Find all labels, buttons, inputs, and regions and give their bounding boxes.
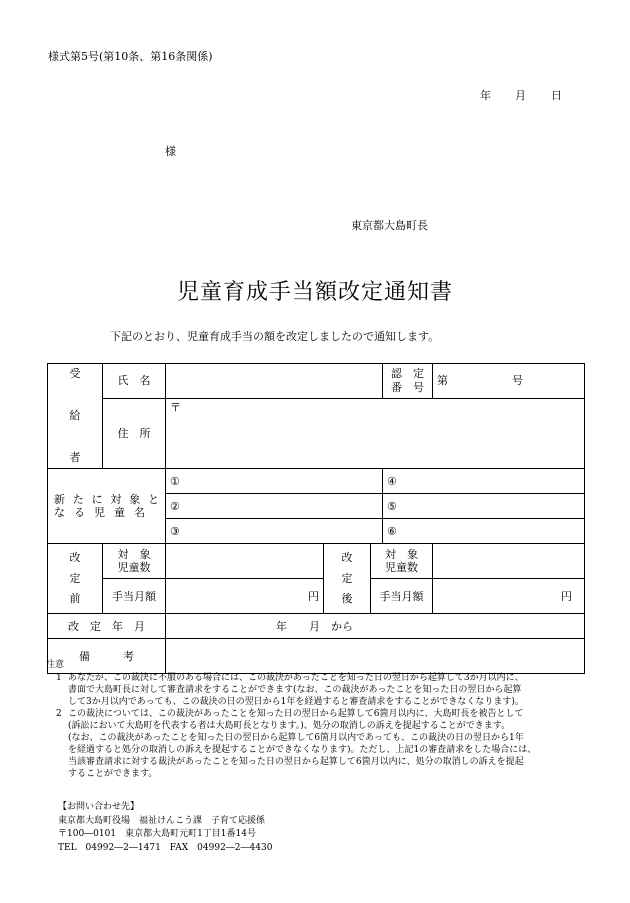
child-name-field-5[interactable]: ⑤ xyxy=(383,494,585,519)
addressee-suffix: 様 xyxy=(165,145,176,158)
notice-table xyxy=(47,363,585,674)
table-row xyxy=(48,614,585,639)
child-name-field-2[interactable]: ② xyxy=(166,494,383,519)
table-row xyxy=(48,469,585,494)
date-year: 年 xyxy=(480,89,491,102)
postal-mark: 〒 xyxy=(170,401,181,414)
address-label: 住 所 xyxy=(103,399,166,469)
issuer-name: 東京都大島町長 xyxy=(351,219,428,232)
child-name-field-6[interactable]: ⑥ xyxy=(383,519,585,544)
child-count-field-before[interactable] xyxy=(166,544,324,579)
contact-heading: 【お問い合わせ先】 xyxy=(58,802,140,812)
after-revision-label: 改 定 後 xyxy=(324,544,371,614)
contact-address: 〒100―0101 東京都大島町元町1丁目1番14号 xyxy=(58,829,256,839)
remarks-label: 備 考 xyxy=(48,639,166,674)
child-name-field-1[interactable]: ① xyxy=(166,469,383,494)
contact-section xyxy=(58,801,272,855)
intro-text: 下記のとおり、児童育成手当の額を改定しましたので通知します。 xyxy=(110,330,440,343)
note-item-1: 1 あなたが、この裁決に不服のある場合には、この裁決があったことを知った日の翌日から起算して3か月以内に、 書面で大島町長に対して審査請求をすることができます(なお、この裁決があったことを知った日の翌日から起算 して3か月以内であっても、この裁決の日の翌日から1年を経過すると審査請求をすることができなくなります)。 xyxy=(56,673,524,707)
child-count-label-before: 対 象 児童数 xyxy=(103,544,166,579)
monthly-amount-field-before[interactable]: 円 xyxy=(166,579,324,614)
monthly-amount-field-after[interactable]: 円 xyxy=(433,579,585,614)
name-label: 氏 名 xyxy=(103,364,166,399)
child-count-label-after: 対 象 児童数 xyxy=(371,544,433,579)
child-name-field-3[interactable]: ③ xyxy=(166,519,383,544)
table-row xyxy=(48,579,585,614)
contact-office: 東京都大島町役場 福祉けんこう課 子育て応援係 xyxy=(58,815,266,826)
certification-number-label: 認 定 番 号 xyxy=(383,364,433,399)
effective-month-label: 改 定 年 月 xyxy=(48,614,166,639)
date-day: 日 xyxy=(551,89,562,102)
table-row xyxy=(48,544,585,579)
notes-heading: 注意 xyxy=(46,660,65,670)
table-row xyxy=(48,364,585,399)
document-title: 児童育成手当額改定通知書 xyxy=(176,280,453,305)
table-row xyxy=(48,399,585,444)
before-revision-label: 改 定 前 xyxy=(48,544,103,614)
contact-phone: TEL 04992―2―1471 FAX 04992―2―4430 xyxy=(58,842,273,853)
certification-number-field[interactable]: 第 号 xyxy=(433,364,585,399)
notes-section xyxy=(46,659,591,780)
effective-month-field[interactable]: 年 月 から xyxy=(166,614,585,639)
address-field[interactable] xyxy=(166,399,585,469)
child-name-field-4[interactable]: ④ xyxy=(383,469,585,494)
recipient-label: 受 給 者 xyxy=(48,364,103,469)
child-count-field-after[interactable] xyxy=(433,544,585,579)
monthly-amount-label-before: 手当月額 xyxy=(103,579,166,614)
monthly-amount-label-after: 手当月額 xyxy=(371,579,433,614)
form-number: 様式第5号(第10条、第16条関係) xyxy=(48,50,213,63)
date-month: 月 xyxy=(515,89,526,102)
new-children-label: 新たに対象と なる児童名 xyxy=(48,469,166,544)
note-item-2: 2 この裁決については、この裁決があったことを知った日の翌日から起算して6箇月以内に、大島町長を被告として (訴訟において大島町を代表する者は大島町長となります。)、処分の取消しの訴えを提起することができます。 (なお、この裁決があったことを知った日の翌日から起算して6箇月以内であっても、この裁決の日の翌日から1年 を経過すると処分の取消しの訴えを提起することができなくなります)。ただし、上記1の審査請求をした場合には、 当該審査請求に対する裁決があったことを知った日の翌日から起算して6箇月以内に、処分の取消しの訴えを提起 することができます。 xyxy=(56,709,537,779)
name-field[interactable] xyxy=(166,364,383,399)
